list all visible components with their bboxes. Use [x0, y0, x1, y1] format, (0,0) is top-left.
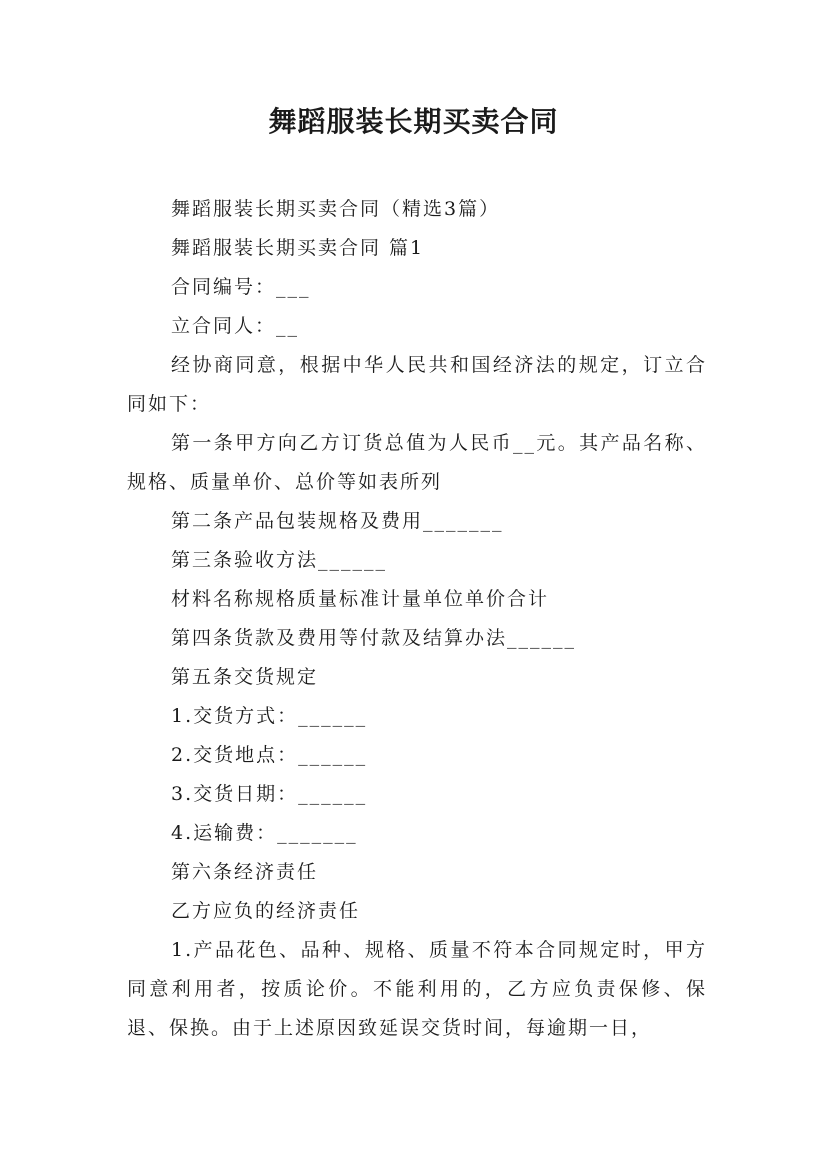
paragraph: 乙方应负的经济责任: [171, 900, 361, 922]
paragraph: 第一条甲方向乙方订货总值为人民币__元。其产品名称、规格、质量单价、总价等如表所列: [127, 432, 707, 493]
paragraph: 1.产品花色、品种、规格、质量不符本合同规定时，甲方同意利用者，按质论价。不能利用的，乙方应负责保修、保退、保换。由于上述原因致延误交货时间，每逾期一日，: [127, 939, 707, 1039]
paragraph: 4.运输费：_______: [171, 822, 358, 844]
document-title: 舞蹈服装长期买卖合同: [268, 105, 559, 138]
paragraph: 第五条交货规定: [171, 666, 319, 688]
paragraph: 2.交货地点：______: [171, 744, 368, 766]
paragraph: 材料名称规格质量标准计量单位单价合计: [171, 588, 550, 610]
paragraph: 第二条产品包装规格及费用_______: [171, 510, 504, 532]
paragraph: 立合同人：__: [171, 315, 300, 337]
paragraph: 合同编号：___: [171, 276, 311, 298]
paragraph: 经协商同意，根据中华人民共和国经济法的规定，订立合同如下：: [127, 354, 707, 415]
document-body: [127, 190, 707, 1048]
paragraph: 第三条验收方法______: [171, 549, 388, 571]
paragraph: 舞蹈服装长期买卖合同 篇1: [171, 237, 425, 259]
paragraph: 第四条货款及费用等付款及结算办法______: [171, 627, 577, 649]
paragraph: 第六条经济责任: [171, 861, 319, 883]
paragraph: 1.交货方式：______: [171, 705, 368, 727]
paragraph: 3.交货日期：______: [171, 783, 368, 805]
paragraph: 舞蹈服装长期买卖合同（精选3篇）: [171, 198, 501, 220]
